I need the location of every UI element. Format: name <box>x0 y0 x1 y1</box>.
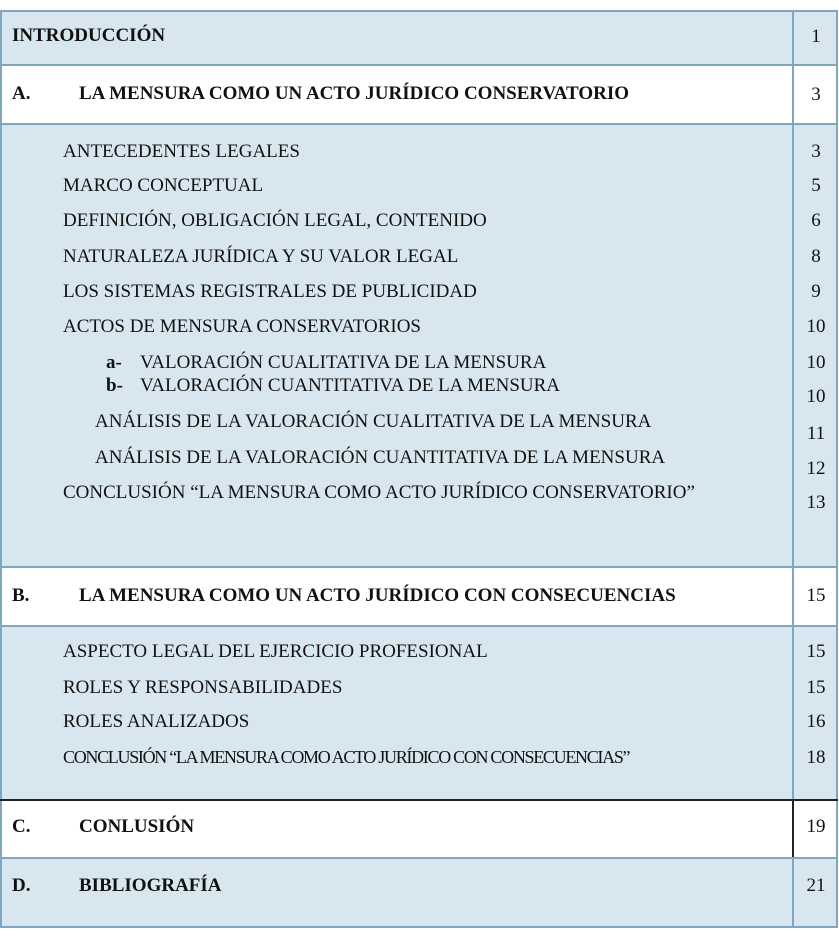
toc-entry-page: 15 <box>806 677 826 698</box>
toc-entry-page: 5 <box>811 175 821 196</box>
row-divider <box>0 64 838 66</box>
toc-section-d-letter: D. <box>12 875 31 896</box>
toc-entry-page: 6 <box>811 210 821 231</box>
toc-section-d-page: 21 <box>806 875 826 896</box>
toc-subitem-marker: a- <box>106 352 122 373</box>
toc-conclusion-b-page: 18 <box>806 747 826 768</box>
toc-intro-page: 1 <box>811 26 821 47</box>
toc-entry-page: 8 <box>811 246 821 267</box>
toc-conclusion-a-label[interactable]: CONCLUSIÓN “LA MENSURA COMO ACTO JURÍDICO CONSERVATORIO” <box>63 482 695 503</box>
toc-subitem-page: 10 <box>806 386 826 407</box>
toc-analysis-page: 11 <box>806 423 826 444</box>
row-divider <box>0 625 838 627</box>
toc-entry-label[interactable]: LOS SISTEMAS REGISTRALES DE PUBLICIDAD <box>63 281 477 302</box>
toc-section-c-letter: C. <box>12 816 31 837</box>
toc-section-b-letter: B. <box>12 585 30 606</box>
toc-entry-label[interactable]: ANTECEDENTES LEGALES <box>63 141 300 162</box>
toc-analysis-page: 12 <box>806 458 826 479</box>
toc-entry-page: 15 <box>806 641 826 662</box>
toc-entry-page: 16 <box>806 711 826 732</box>
toc-entry-label[interactable]: MARCO CONCEPTUAL <box>63 175 264 196</box>
table-border-top <box>0 10 838 12</box>
toc-subitem-label[interactable]: VALORACIÓN CUANTITATIVA DE LA MENSURA <box>140 375 561 396</box>
toc-entry-page: 9 <box>811 281 821 302</box>
toc-conclusion-b-label[interactable]: CONCLUSIÓN “LA MENSURA COMO ACTO JURÍDICO CON CONSECUENCIAS” <box>63 747 630 767</box>
toc-analysis-label[interactable]: ANÁLISIS DE LA VALORACIÓN CUANTITATIVA DE LA MENSURA <box>95 447 666 468</box>
toc-analysis-label[interactable]: ANÁLISIS DE LA VALORACIÓN CUALITATIVA DE LA MENSURA <box>95 411 652 432</box>
toc-section-c-page: 19 <box>806 816 826 837</box>
toc-subitem-page: 10 <box>806 352 826 373</box>
toc-section-d-title[interactable]: BIBLIOGRAFÍA <box>79 875 222 896</box>
toc-entry-label[interactable]: NATURALEZA JURÍDICA Y SU VALOR LEGAL <box>63 246 459 267</box>
row-divider <box>0 799 838 801</box>
row-divider <box>0 857 838 859</box>
toc-section-c-title[interactable]: CONLUSIÓN <box>79 816 195 837</box>
toc-entry-label[interactable]: ROLES ANALIZADOS <box>63 711 250 732</box>
toc-conclusion-a-page: 13 <box>806 492 826 513</box>
toc-section-b-page: 15 <box>806 585 826 606</box>
table-border-left <box>0 10 2 928</box>
toc-section-a-title[interactable]: LA MENSURA COMO UN ACTO JURÍDICO CONSERVATORIO <box>79 83 630 104</box>
toc-entry-label[interactable]: ASPECTO LEGAL DEL EJERCICIO PROFESIONAL <box>63 641 488 662</box>
table-border-bottom <box>0 926 838 928</box>
toc-entry-page: 10 <box>806 316 826 337</box>
toc-subitem-label[interactable]: VALORACIÓN CUALITATIVA DE LA MENSURA <box>140 352 547 373</box>
toc-entry-label[interactable]: DEFINICIÓN, OBLIGACIÓN LEGAL, CONTENIDO <box>63 210 487 231</box>
toc-intro-label[interactable]: INTRODUCCIÓN <box>12 25 166 46</box>
toc-section-a-letter: A. <box>12 83 31 104</box>
toc-section-b-title[interactable]: LA MENSURA COMO UN ACTO JURÍDICO CON CONSECUENCIAS <box>79 585 676 606</box>
row-divider <box>0 123 838 125</box>
row-divider <box>0 566 838 568</box>
toc-subitem-marker: b- <box>106 375 123 396</box>
toc-entry-label[interactable]: ACTOS DE MENSURA CONSERVATORIOS <box>63 316 421 337</box>
toc-section-a-page: 3 <box>811 84 821 105</box>
toc-entry-label[interactable]: ROLES Y RESPONSABILIDADES <box>63 677 343 698</box>
toc-entry-page: 3 <box>811 141 821 162</box>
